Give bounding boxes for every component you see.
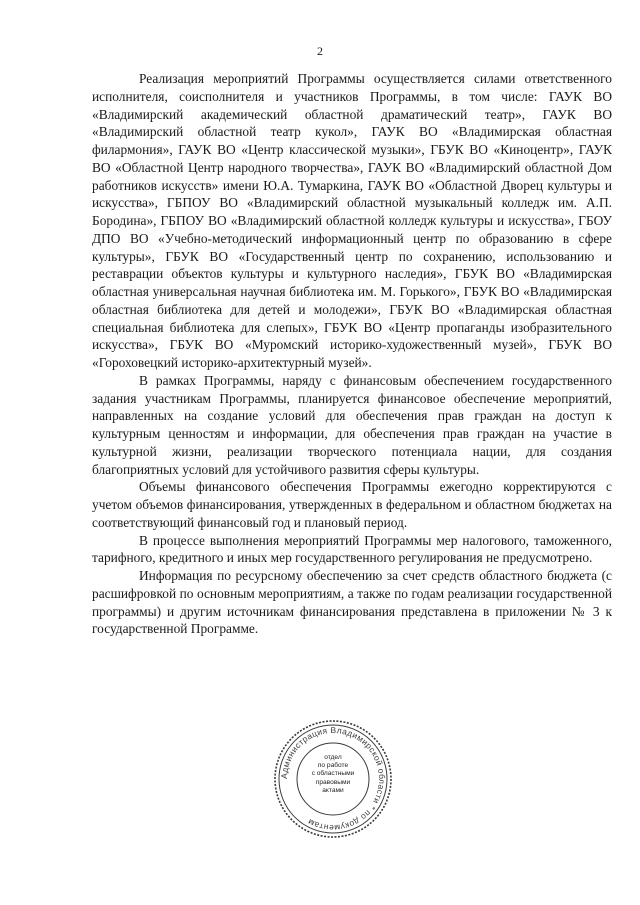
seal-line: отдел	[324, 754, 342, 761]
seal-line: с областными	[311, 770, 355, 778]
seal-line: актами	[322, 786, 344, 794]
seal-center-text	[304, 754, 362, 795]
paragraph-resource-info: Информация по ресурсному обеспечению за счет средств областного бюджета (с расшифровкой по основным мероприятиям, а также по годам реализации государственной программы) и другим источникам финансирования представлена в приложении № 3 к государственной Программе.	[92, 568, 612, 637]
document-body	[92, 70, 612, 638]
paragraph-financial-support: В рамках Программы, наряду с финансовым обеспечением государственного задания участникам Программы, планируется финансовое обеспечение мероприятий, направленных на создание условий для обеспечения прав граждан на доступ к культурным ценностям и информации, для обеспечения прав граждан на участие в культурной жизни, реализации творческого потенциала нации, для создания благоприятных условий для устойчивого развития сферы культуры.	[92, 372, 612, 477]
paragraph-funding-volumes: Объемы финансового обеспечения Программы ежегодно корректируются с учетом объемов финансирования, утвержденных в федеральном и областном бюджетах на соответствующий финансовый год и плановый период.	[92, 479, 612, 530]
official-seal-stamp	[272, 718, 394, 840]
paragraph-program-executors: Реализация мероприятий Программы осуществляется силами ответственного исполнителя, соисполнителя и участников Программы, в том числе: ГАУК ВО «Владимирский академический областной драматический театр», ГАУК ВО «Владимирский областной театр кукол», ГАУК ВО «Владимирская областная филармония», ГАУК ВО «Центр классической музыки», ГБУК ВО «Киноцентр», ГАУК ВО «Областной Центр народного творчества», ГАУК ВО «Владимирский областной Дом работников искусств» имени Ю.А. Тумаркина, ГАУК ВО «Областной Дворец культуры и искусства», ГБПОУ ВО «Владимирский областной музыкальный колледж им. А.П. Бородина», ГБПОУ ВО «Владимирский областной колледж культуры и искусства», ГБОУ ДПО ВО «Учебно-методический информационный центр по образованию в сфере культуры», ГБУК ВО «Государственный центр по сохранению, использованию и реставрации объектов культуры и культурного наследия», ГБУК ВО «Владимирская областная универсальная научная библиотека им. М. Горького», ГБУК ВО «Владимирская областная библиотека для детей и молодежи», ГБУК ВО «Владимирская областная специальная библиотека для слепых», ГБУК ВО «Центр пропаганды изобразительного искусства», ГБУК ВО «Муромский историко-художественный музей», ГБУК ВО «Гороховецкий историко-архитектурный музей».	[92, 71, 612, 370]
page-number: 2	[317, 44, 323, 58]
seal-ring-text: Администрация Владимирской области * по документам	[278, 724, 388, 834]
seal-line: по работе	[317, 762, 349, 770]
seal-line: правовыми	[315, 778, 351, 786]
paragraph-regulation-measures: В процессе выполнения мероприятий Программы мер налогового, таможенного, тарифного, кредитного и иных мер государственного регулирования не предусмотрено.	[92, 532, 612, 566]
